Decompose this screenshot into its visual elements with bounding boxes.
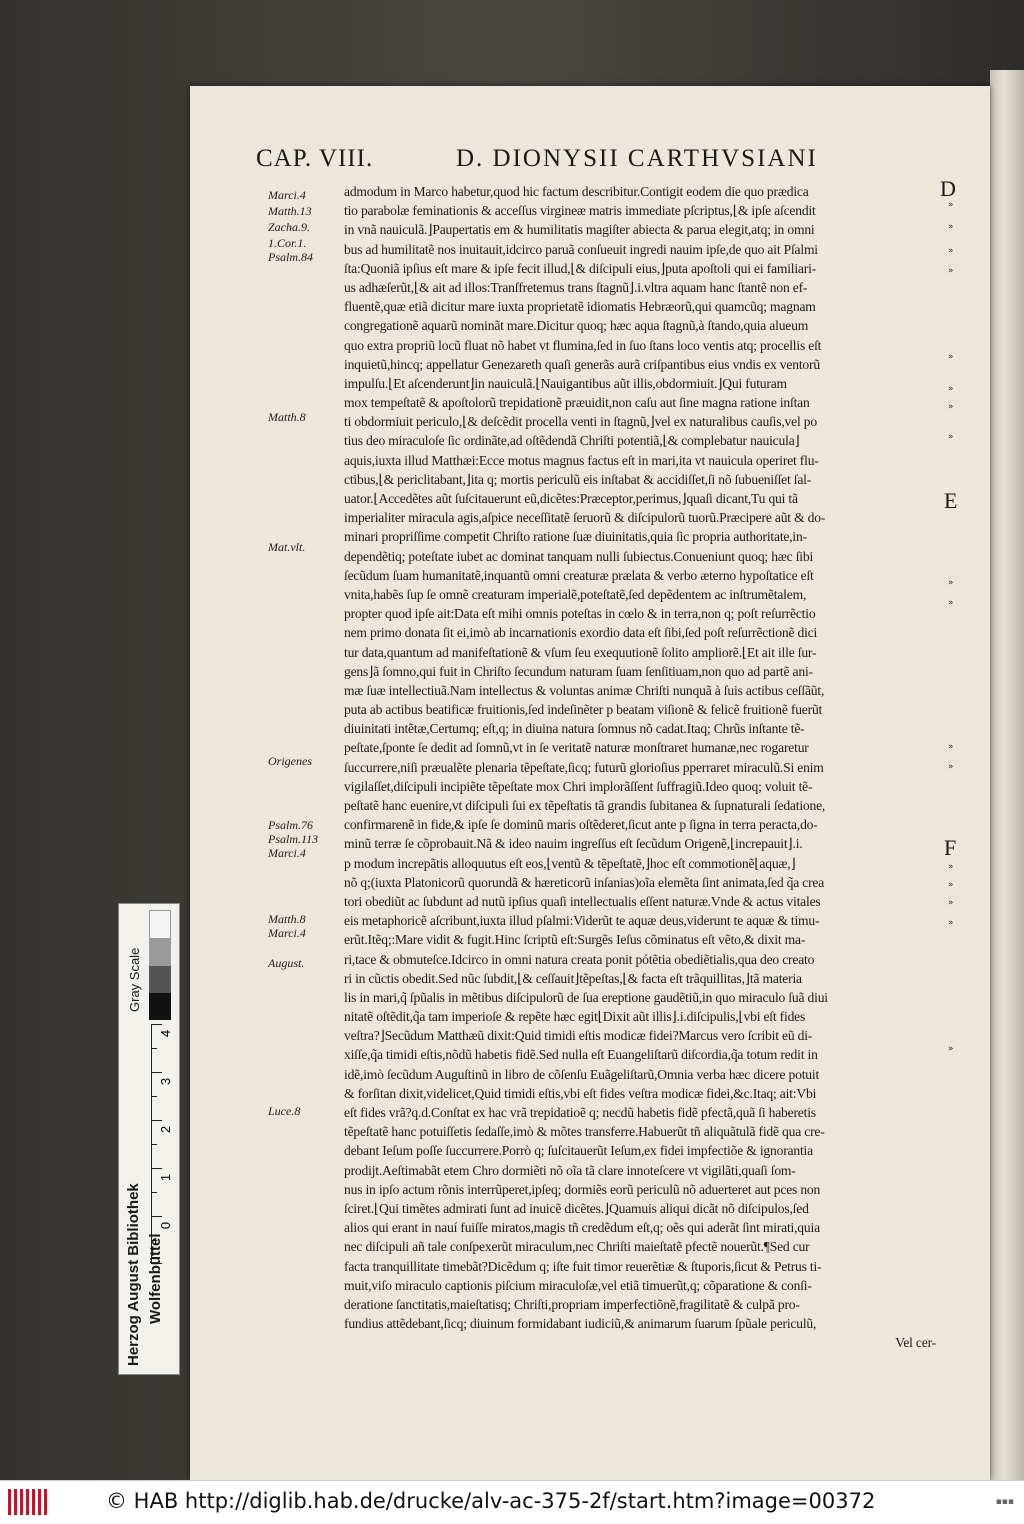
margin-mark: »: [948, 762, 954, 772]
margin-mark: »: [948, 222, 954, 232]
text-line: ſta:Quoniã ipſius eſt mare & ipſe fecit illud,⌊& diſcipuli eius,⌋puta apoſtoli qui ei familiari-: [344, 260, 816, 276]
text-line: uator.⌊Accedẽtes aũt ſuſcitauerunt eũ,dicẽtes:Præceptor,perimus,⌋quaſi dicant,Tu qui tã: [344, 491, 798, 506]
margin-mark: »: [948, 352, 954, 362]
text-line: mox tempeſtatẽ & apoſtolorũ trepidationẽ præuidit,non caſu aut ſine magna ratione inſtan: [344, 395, 810, 411]
margin-mark: »: [948, 578, 954, 588]
text-line: bus ad humilitatẽ nos inuitauit,idcirco paruã conſueuit ingredi nauim ipſe,de quo ait Pſalmi: [344, 241, 818, 257]
text-line: veſtra?⌋Secũdum Matthæũ dixit:Quid timidi eſtis modicæ fidei?Marcus vero ſcribit eũ di-: [344, 1028, 813, 1044]
margin-note: 1.Cor.1.: [268, 236, 307, 250]
text-line: mæ ſuæ intellectiuã.Nam intellectus & voluntas animæ Chriſti nunquã à ſuis actibus ceſſãũt,: [344, 682, 825, 698]
text-line: facta tranquillitate timebãt?Dicẽdum q; iſte fuit timor reuerẽtiæ & ſtuporis,ſicut & Petrus ti-: [344, 1258, 822, 1274]
text-line: nõ q;(iuxta Platonicorũ quorundã & hæreticorũ inſanias)oĩa elemẽta ſint animata,ſed q̃a crea: [344, 874, 825, 890]
margin-note: Origenes: [268, 754, 312, 768]
margin-note: Matth.8: [268, 410, 306, 424]
text-line: idẽ,imò ſecũdum Auguſtinũ in libro de cõſenſu Euãgeliſtarũ,Omnia verba hæc dicere potuit: [344, 1066, 820, 1082]
text-line: fluentẽ,quæ etiã dicitur mare iuxta proprietatẽ idiomatis Hebræorũ,qui quamcũq; magnam: [344, 299, 816, 315]
text-line: tius deo miraculoſe ſic ordinãte,ad oſtẽdendã Chriſti potentiã,⌊& complebatur nauicula⌋: [344, 433, 800, 449]
text-line: minũ terræ ſe cõprobauit.Nã & ideo nauim ingreſſus eſt ſecũdum Origenẽ,⌊increpauit⌋.i.: [344, 836, 803, 852]
margin-note: Psalm.76: [268, 818, 313, 832]
text-line: aquis,iuxta illud Matthæi:Ecce motus magnus factus eſt in mari,ita vt nauicula operiret flu-: [344, 452, 819, 468]
text-line: erũt.Itẽq;:Mare vidit & fugit.Hinc ſcriptũ eſt:Surgẽs Ieſus cõminatus eſt vẽto,& dixit ma-: [344, 932, 806, 948]
text-line: impulſu.⌊Et aſcenderunt⌋in nauiculã.⌊Nauigantibus aũt illis,obdormiuit.⌋Qui futuram: [344, 375, 787, 391]
text-line: prodijt.Aeſtimabãt etem Chro dormiẽti nõ oĩa tã clare innoteſcere vt vigilãti,quaſi ſom-: [344, 1162, 796, 1178]
margin-mark: »: [948, 880, 954, 890]
gray-scale-swatches: [149, 910, 171, 1018]
margin-mark: »: [948, 402, 954, 412]
margin-mark: »: [948, 918, 954, 928]
gray-scale-card: [118, 903, 180, 1375]
text-line: nitatẽ oſtẽdit,q̃a tam imperioſe & repẽte hæc egit⌊Dixit aũt illis⌋.i.diſcipulis,⌊vbi eſt fides: [344, 1009, 806, 1025]
text-line: tur data,quantum ad manifeſtationẽ & vſum ſeu exequutionẽ ſolito ampliorẽ.⌊Et ait ille ſur-: [344, 644, 817, 660]
margin-note: Mat.vlt.: [268, 540, 306, 554]
body-text: [344, 182, 936, 1352]
margin-mark: »: [948, 200, 954, 210]
margin-mark: »: [948, 598, 954, 608]
margin-note: Marci.4: [268, 926, 306, 940]
text-line: muit,viſo miraculo captionis piſcium miraculoſæ,vel etiã timuerũt,q; cõparatione & conſi-: [344, 1277, 812, 1293]
margin-note: Psalm.84: [268, 250, 313, 264]
chapter-heading: CAP. VIII.: [256, 145, 374, 172]
footer-bar: [0, 1480, 1024, 1524]
section-letter-e: E: [944, 488, 958, 513]
ruler-number: 3: [158, 1077, 174, 1086]
margin-mark: »: [948, 384, 954, 394]
text-line: eis metaphoricẽ aſcribunt,iuxta illud pſalmi:Viderũt te aquæ deus,viderunt te aquæ & timu-: [344, 913, 820, 929]
text-line: ctibus,⌊& periclitabant,⌋ita q; mortis periculũ eis inſtabat & accidiſſet,ſi nõ ſubueniſſet ſal-: [344, 471, 812, 487]
text-line: propter quod ipſe ait:Data eſt mihi omnis poteſtas in cœlo & in terra,non q; poſt reſurrẽctio: [344, 606, 816, 622]
margin-note: August.: [268, 956, 305, 970]
margin-note: Zacha.9.: [268, 220, 310, 234]
text-line: puta ab actibus beatificæ fruitionis,ſed indeſinẽter p beatam viſionẽ & felicẽ fruitionẽ fuerũt: [344, 702, 823, 718]
scale-ruler: [151, 1024, 174, 1264]
text-line: tẽpeſtatẽ hanc potuiſſetis ſedaſſe,imò & mõtes transferre.Habuerũt tñ aliquãtulã fidẽ qua cre-: [344, 1124, 825, 1140]
text-line: ri,tace & obmuteſce.Idcirco in omni natura creata ponit pótẽtia obediẽtialis,qua deo creato: [344, 951, 815, 967]
text-line: peſtatẽ hanc euenire,vt diſcipuli ſui ex tẽpeſtatis tã grandis ſubitanea & ſupnaturali ſedatione,: [344, 798, 826, 813]
ruler-number: 0: [158, 1221, 174, 1230]
text-line: tori obediũt ac ſubdunt ad nutũ ipſius quaſi intellectualis eſſent naturæ.Vnde & actus vitales: [344, 893, 821, 909]
running-title: D. DIONYSII CARTHVSIANI: [456, 145, 818, 172]
margin-mark: »: [948, 246, 954, 256]
text-line: p modum increpãtis alloquutus eſt eos,⌊ventũ & tẽpeſtatẽ,⌋hoc eſt commotionẽ⌊aquæ,⌋: [344, 855, 796, 871]
text-line: inquietũ,hincq; appellatur Genezareth quaſi generãs aurã criſpantibus eius vndis ex ventorũ: [344, 356, 820, 372]
ruler-number: 1: [158, 1173, 174, 1182]
ruler-number: 4: [158, 1029, 174, 1038]
text-line: us adhæſerũt,⌊& ait ad illos:Tranſfretemus trans ſtagnũ⌋.i.vltra aquam hanc ſtantẽ non ef-: [344, 279, 808, 295]
text-line: in vnã nauiculã.⌋Paupertatis em & humilitatis magiſter abiecta & parua elegit,atq; in omni: [344, 222, 815, 238]
page-marker: ▪▪▪: [995, 1497, 1014, 1507]
margin-note: Psalm.113: [268, 832, 319, 846]
margin-mark: »: [948, 862, 954, 872]
text-line: alios qui erant in nauí fuiſſe miratos,magis tñ credẽdum eſt,q; oẽs qui aderãt ſint mirati,quia: [344, 1220, 820, 1236]
text-line: diuinitati intẽtæ,Certumq; eſt,q; in diuina natura ſomnus nõ cadat.Itaq; Chrũs inſtante tẽ-: [344, 721, 805, 737]
text-line: debant Ieſum poſſe ſuccurrere.Porrò q; ſuſcitauerũt Ieſum,ex fidei impfectiõe & ignorantia: [344, 1143, 813, 1159]
margin-mark: »: [948, 266, 954, 276]
text-line: & forſitan dixit,videlicet,Quid timidi eſtis,vbi eſt fides veſtra modicæ fidei,&c.Itaq; ait:Vbi: [344, 1085, 817, 1101]
hab-logo-icon: [8, 1489, 50, 1515]
text-line: minari propriſſime competit Chriſto ratione ſuæ diuinitatis,quia ſic propria authoritate,in-: [344, 529, 807, 545]
margin-mark: »: [948, 1044, 954, 1054]
text-line: eſt fides vrã?q.d.Conſtat ex hac vrã trepidatioẽ q; necdũ habetis fidẽ pfectã,quã ſi haberetis: [344, 1105, 816, 1120]
text-line: nem primo donata ſit ei,imò ab incarnationis exordio data eſt ſibi,ſed poſt reſurrẽctionẽ dici: [344, 625, 818, 641]
text-line: Vel cer-: [895, 1335, 936, 1351]
margin-mark: »: [948, 742, 954, 752]
text-line: admodum in Marco habetur,quod hic factum describitur.Contigit eodem die quo prædica: [344, 184, 809, 199]
margin-note: Matth.8: [268, 912, 306, 926]
copyright-link[interactable]: © HAB http://diglib.hab.de/drucke/alv-ac-375-2f/start.htm?image=00372: [106, 1489, 876, 1513]
text-line: lis in mari,q̃ ſpũalis in mẽtibus diſcipulorũ de ſua ereptione gaudẽtiũ,in quo miraculo ſuã diui: [344, 989, 828, 1005]
margin-mark: »: [948, 898, 954, 908]
section-letter-f: F: [944, 835, 957, 860]
text-line: nus in ipſo actum rõnis interrũperet,ipſeq; dormiẽs eorũ periculũ nõ aduerteret aut pces non: [344, 1181, 821, 1197]
text-line: deratione ſanctitatis,maieſtatisq; Chriſti,propriam imperfectiõnẽ,fragilitatẽ & culpã pro-: [344, 1296, 800, 1312]
text-line: tio parabolæ feminationis & acceſſus virgineæ matris immediate pſcriptus,⌊& ipſe aſcendit: [344, 203, 816, 219]
ruler-number: 2: [158, 1125, 174, 1134]
text-line: gens⌋ã ſomno,qui fuit in Chriſto ſecundum naturam ſuam ſenſitiuam,non quo ad partẽ ani-: [344, 663, 813, 679]
institution-name: Herzog August Bibliothek: [125, 1183, 142, 1366]
section-letter-d: D: [940, 176, 956, 201]
facing-page-edge: [990, 70, 1024, 1480]
text-line: ſuccurrere,niſi præualẽte plenaria tẽpeſtate,ſicq; futurũ glorioſius pperraret miraculũ.Si enim: [344, 759, 824, 775]
text-line: confirmarenẽ in fide,& ipſe ſe dominũ maris oſtẽderet,ſicut ante p ſigna in terra peracta,do-: [344, 817, 818, 833]
text-line: xiſſe,q̃a timidi eſtis,nõdũ habetis fidẽ.Sed nulla eſt Euangeliſtarũ diſcordia,q̃a totum redit in: [344, 1047, 818, 1063]
text-line: quo extra propriũ locũ fluat nõ habet vt flumina,ſed in ſuo ſtans loco ventis atq; procellis eſt: [344, 337, 822, 353]
text-line: fundius attẽdebant,ſicq; diuinum formidabant iudiciũ,& animarum ſuarum ſpũale periculũ,: [344, 1316, 817, 1332]
text-line: ri in cũctis obedit.Sed nũc ſubdit,⌊& ceſſauit⌋tẽpeſtas,⌊& facta eſt trãquillitas,⌋tã materia: [344, 970, 802, 986]
text-line: congregationẽ aquarũ nominãt mare.Dicitur quoq; hæc aqua ſtagnũ,à ſtando,quia alueum: [344, 318, 809, 334]
institution-city: Wolfenbüttel: [147, 1233, 164, 1324]
text-line: peſtate,ſponte ſe dedit ad ſomnũ,vt in ſe veritatẽ naturæ monſtraret humanæ,nec rogaretur: [344, 740, 809, 756]
margin-note: Marci.4: [268, 846, 306, 860]
gray-scale-label: Gray Scale: [127, 947, 142, 1012]
margin-note: Matth.13: [268, 204, 312, 218]
text-line: vigilaſſet,diſcipuli incipiẽte tẽpeſtate mox Chri implorãſſent ſuffragiũ.Ideo quoq; voluit tẽ-: [344, 778, 813, 794]
page-header: [256, 145, 956, 179]
text-line: dependẽtiq; poteſtate iubet ac dominat tanquam nulli ſubiectus.Conueniunt quoq; hæc ſibi: [344, 548, 814, 564]
text-line: vnita,habẽs ſup ſe omnẽ creaturam imperialẽ,poteſtatẽ,ſed depẽdentem ac inſtrumẽtalem,: [344, 586, 807, 602]
margin-note: Marci.4: [268, 188, 306, 202]
margin-note: Luce.8: [268, 1104, 301, 1118]
text-line: nec diſcipuli añ tale conſpexerũt miraculum,nec Chriſti maieſtatẽ pfectẽ nouerũt.¶Sed cur: [344, 1239, 810, 1255]
text-line: ti obdormiuit periculo,⌊& deſcẽdit procella venti in ſtagnũ,⌋vel ex naturalibus cauſis,vel po: [344, 414, 817, 430]
text-line: ſciret.⌊Qui timẽtes admirati ſunt ad inuicẽ dicẽtes.⌋Quamuis aliqui dicãt nõ diſcipulos,ſed: [344, 1200, 809, 1216]
margin-mark: »: [948, 432, 954, 442]
text-line: imperialiter miracula agis,aſpice neceſſitatẽ ſeruorũ & diſcipulorũ tuorũ.Præcipere aũt & do-: [344, 510, 826, 526]
text-line: ſecũdum ſuam humanitatẽ,inquantũ omni creaturæ prælata & verbo æterno hypoſtatice eſt: [344, 567, 814, 583]
